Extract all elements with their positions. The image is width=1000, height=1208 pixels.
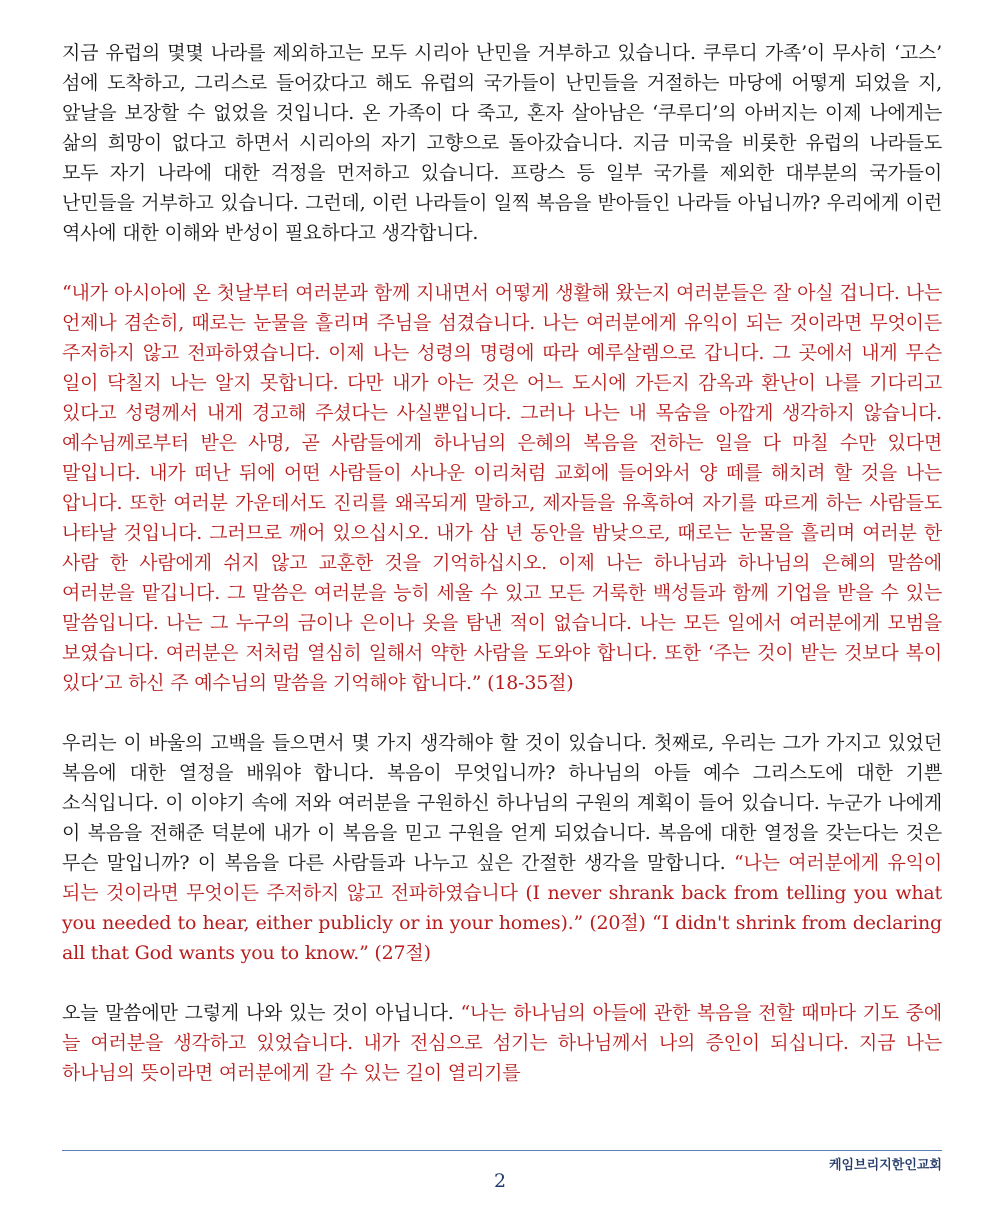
church-name: 케임브리지한인교회: [828, 1158, 942, 1173]
paragraph-scripture-quote: “내가 아시아에 온 첫날부터 여러분과 함께 지내면서 어떻게 생활해 왔는지 여러분들은 잘 아실 겁니다. 나는 언제나 겸손히, 때로는 눈물을 흘리며 주님을 섬겼습니다. 나는 여러분에게 유익이 되는 것이라면 무엇이든 주저하지 않고 전파하였습니다. 이제 나는 성령의 명령에 따라 예루살렘으로 갑니다. 그 곳에서 내게 무슨 일이 닥칠지 나는 알지 못합니다. 다만 내가 아는 것은 어느 도시에 가든지 감옥과 환난이 나를 기다리고 있다고 성령께서 내게 경고해 주셨다는 사실뿐입니다. 그러나 나는 내 목숨을 아깝게 생각하지 않습니다. 예수님께로부터 받은 사명, 곧 사람들에게 하나님의 은혜의 복음을 전하는 일을 다 마칠 수만 있다면 말입니다. 내가 떠난 뒤에 어떤 사람들이 사나운 이리처럼 교회에 들어와서 양 떼를 해치려 할 것을 나는 압니다. 또한 여러분 가운데서도 진리를 왜곡되게 말하고, 제자들을 유혹하여 자기를 따르게 하는 사람들도 나타날 것입니다. 그러므로 깨어 있으십시오. 내가 삼 년 동안을 밤낮으로, 때로는 눈물을 흘리며 여러분 한 사람 한 사람에게 쉬지 않고 교훈한 것을 기억하십시오. 이제 나는 하나님과 하나님의 은혜의 말씀에 여러분을 맡깁니다. 그 말씀은 여러분을 능히 세울 수 있고 모든 거룩한 백성들과 함께 기업을 받을 수 있는 말씀입니다. 나는 그 누구의 금이나 은이나 옷을 탐낸 적이 없습니다. 나는 모든 일에서 여러분에게 모범을 보였습니다. 여러분은 저처럼 열심히 일해서 약한 사람을 도와야 합니다. 또한 ‘주는 것이 받는 것보다 복이 있다’고 하신 주 예수님의 말씀을 기억해야 합니다.” (18-35절): [62, 282, 942, 694]
gospel-passion-quote: “나는 여러분에게 유익이 되는 것이라면 무엇이든 주저하지 않고 전파하였습니다 (I never shrank back from telling you what you needed to hear, either publicly or in your homes).” (20절) “I didn't shrink from declaring all that God wants you to know.” (27절): [62, 852, 942, 964]
prayer-quote: “나는 하나님의 아들에 관한 복음을 전할 때마다 기도 중에 늘 여러분을 생각하고 있었습니다. 내가 전심으로 섬기는 하나님께서 나의 증인이 되십니다. 지금 나는 하나님의 뜻이라면 여러분에게 갈 수 있는 길이 열리기를: [62, 1002, 942, 1084]
paragraph-prayer: [62, 998, 942, 1088]
prayer-text: 오늘 말씀에만 그렇게 나와 있는 것이 아닙니다.: [62, 1002, 461, 1024]
page-number: 2: [493, 1170, 507, 1192]
page-body: [62, 38, 942, 1118]
paragraph-refugees: 지금 유럽의 몇몇 나라를 제외하고는 모두 시리아 난민을 거부하고 있습니다. 쿠루디 가족’이 무사히 ‘고스’ 섬에 도착하고, 그리스로 들어갔다고 해도 유럽의 국가들이 난민들을 거절하는 마당에 어떻게 되었을 지, 앞날을 보장할 수 없었을 것입니다. 온 가족이 다 죽고, 혼자 살아남은 ‘쿠루디’의 아버지는 이제 나에게는 삶의 희망이 없다고 하면서 시리아의 자기 고향으로 돌아갔습니다. 지금 미국을 비롯한 유럽의 나라들도 모두 자기 나라에 대한 걱정을 먼저하고 있습니다. 프랑스 등 일부 국가를 제외한 대부분의 국가들이 난민들을 거부하고 있습니다. 그런데, 이런 나라들이 일찍 복음을 받아들인 나라들 아닙니까? 우리에게 이런 역사에 대한 이해와 반성이 필요하다고 생각합니다.: [62, 42, 942, 244]
paragraph-gospel-passion: [62, 728, 942, 968]
gospel-passion-text: 우리는 이 바울의 고백을 들으면서 몇 가지 생각해야 할 것이 있습니다. 첫째로, 우리는 그가 가지고 있었던 복음에 대한 열정을 배워야 합니다. 복음이 무엇입니까? 하나님의 아들 예수 그리스도에 대한 기쁜 소식입니다. 이 이야기 속에 저와 여러분을 구원하신 하나님의 구원의 계획이 들어 있습니다. 누군가 나에게 이 복음을 전해준 덕분에 내가 이 복음을 믿고 구원을 얻게 되었습니다. 복음에 대한 열정을 갖는다는 것은 무슨 말입니까? 이 복음을 다른 사람들과 나누고 싶은 간절한 생각을 말합니다.: [62, 732, 942, 874]
footer-rule: [62, 1150, 942, 1151]
